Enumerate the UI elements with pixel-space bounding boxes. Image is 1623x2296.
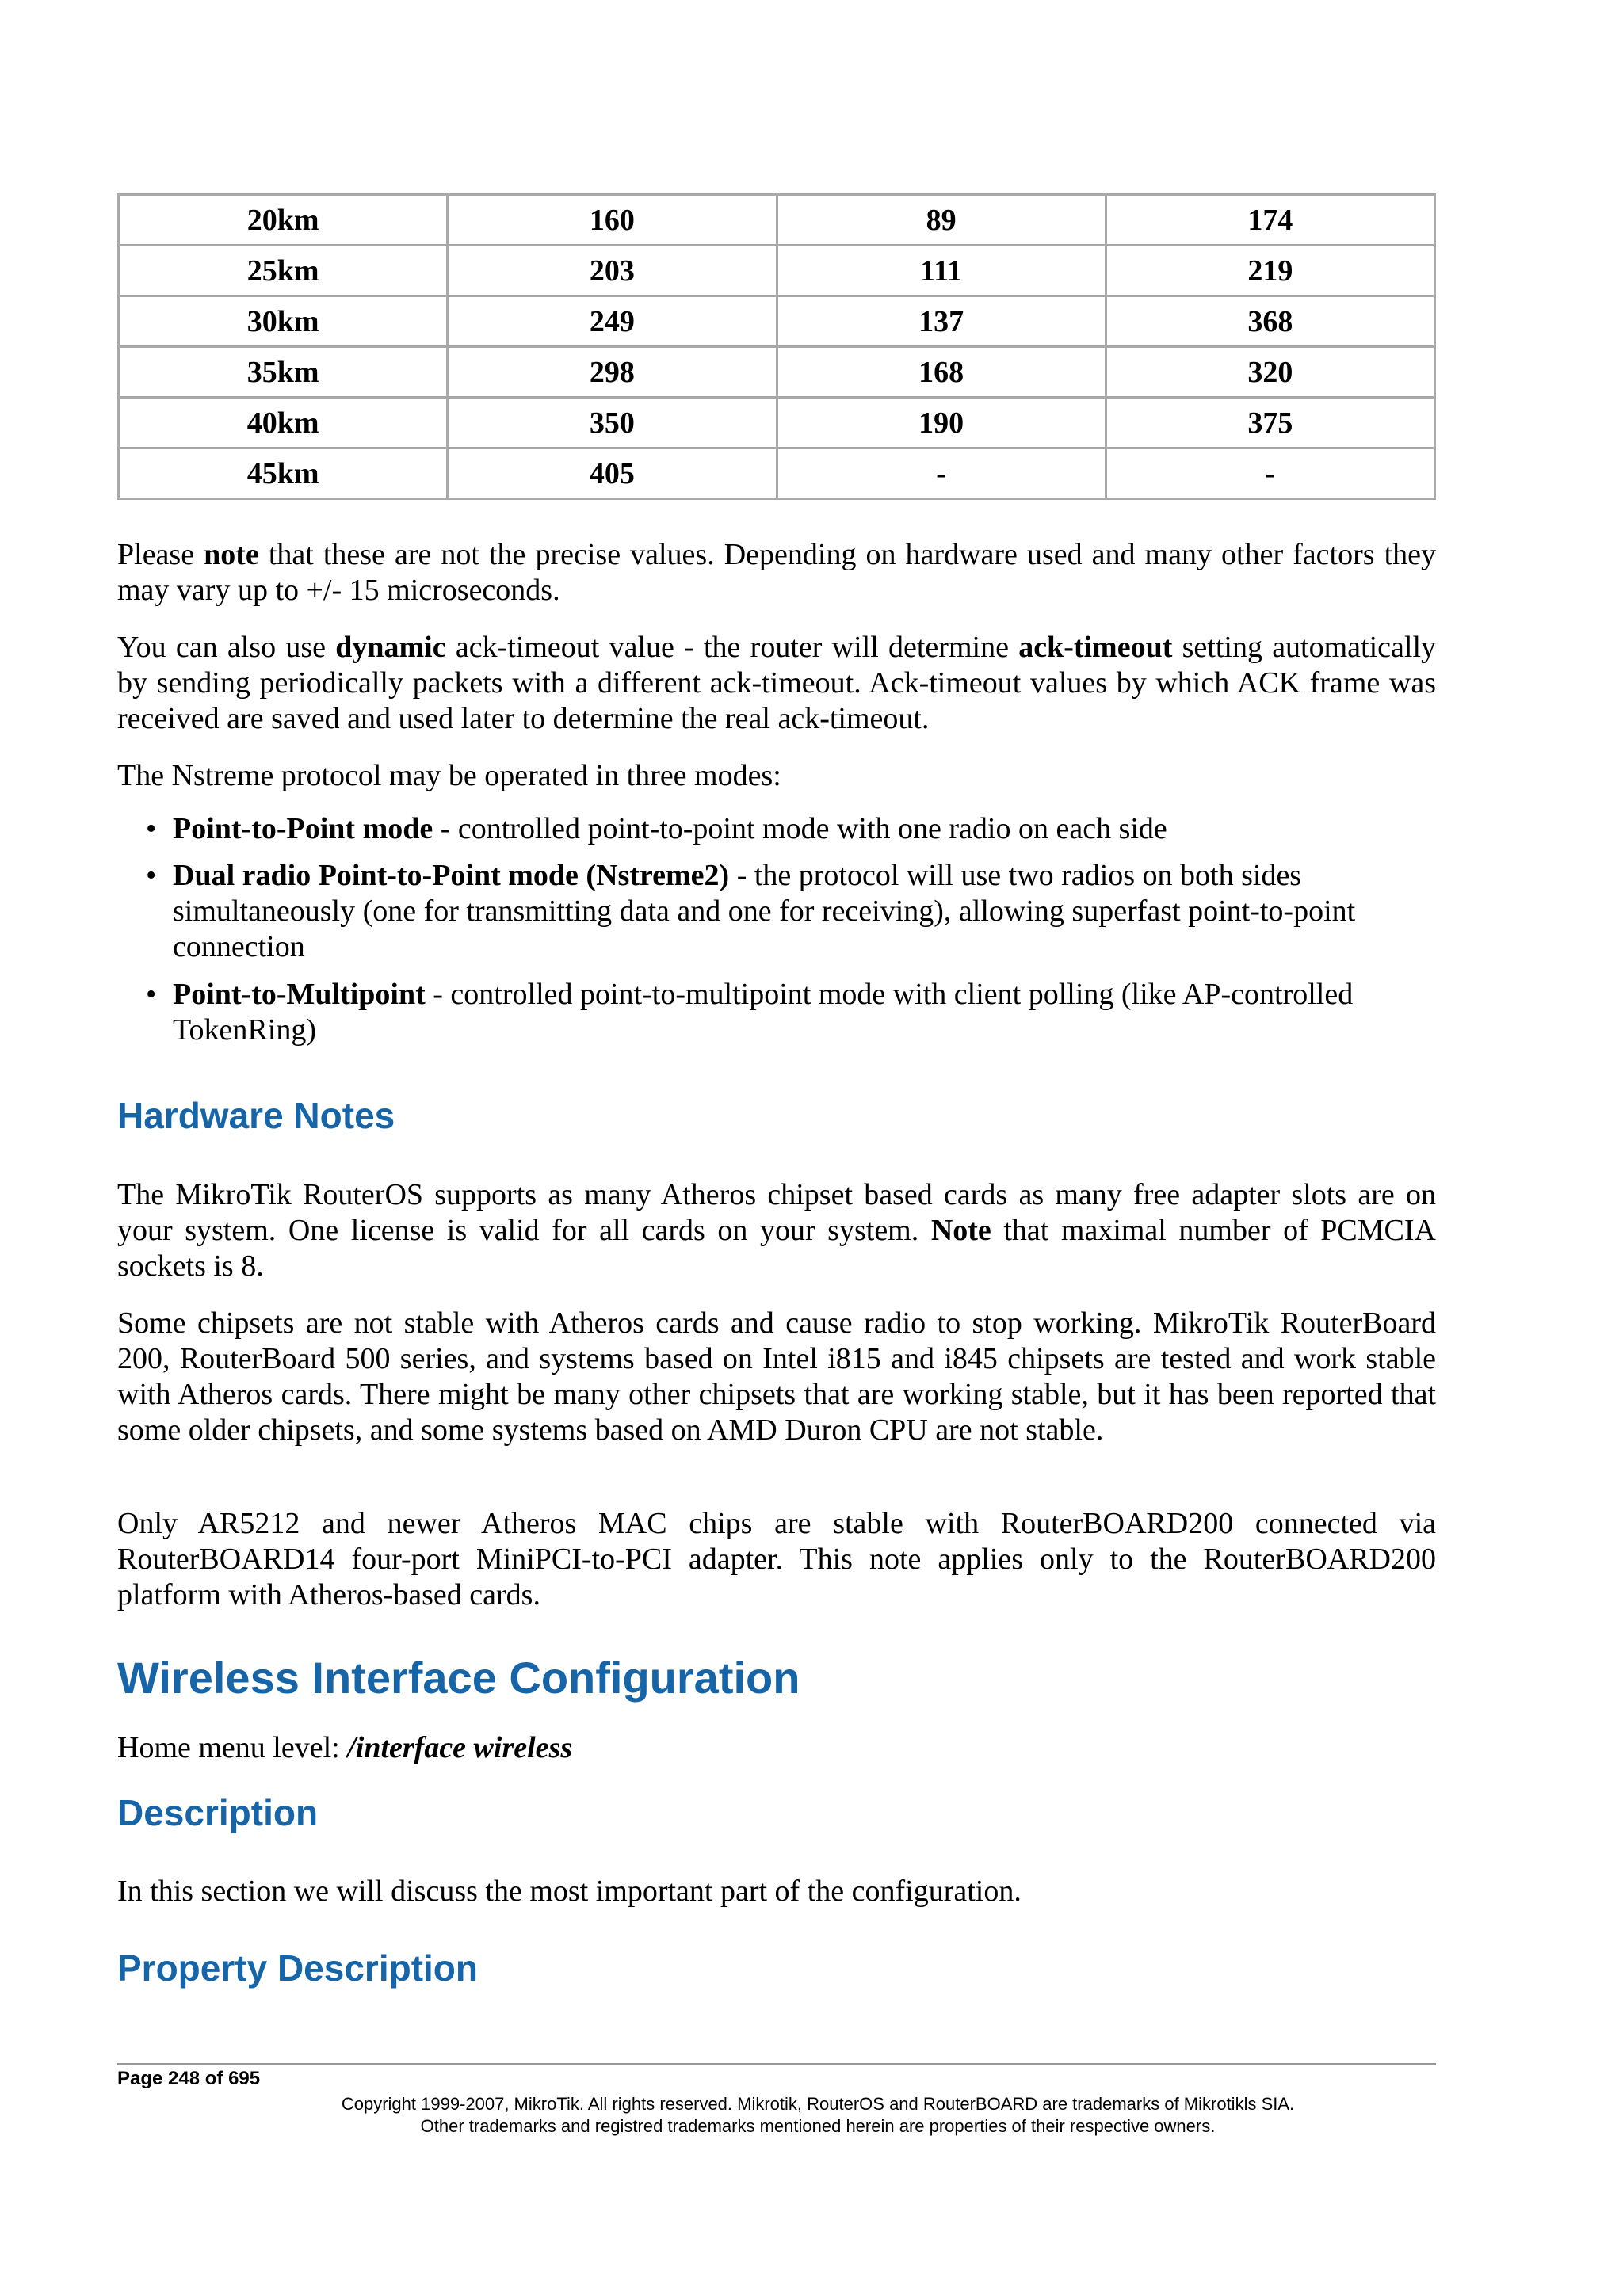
copyright-line-2: Other trademarks and registred trademarks mentioned herein are properties of their respective owners. <box>420 2116 1216 2136</box>
table-row <box>119 246 1435 296</box>
menu-path: /interface wireless <box>347 1731 573 1764</box>
modes-intro: The Nstreme protocol may be operated in three modes: <box>117 759 781 792</box>
table-cell: 30km <box>119 296 448 347</box>
hardware-paragraph-3: Only AR5212 and newer Atheros MAC chips are stable with RouterBOARD200 connected via RouterBOARD14 four-port MiniPCI-to-PCI adapter. This note applies only to the RouterBOARD200 platform with Atheros-based cards. <box>117 1507 1436 1611</box>
table-row <box>119 448 1435 499</box>
table-cell: 160 <box>448 195 777 246</box>
table-cell: 375 <box>1106 398 1434 448</box>
bullet-icon: • <box>146 812 157 845</box>
table-cell: - <box>1106 448 1434 499</box>
table-cell: 40km <box>119 398 448 448</box>
list-item: • Point-to-Point mode - controlled point-to-point mode with one radio on each side <box>146 812 1167 845</box>
description-text: In this section we will discuss the most important part of the configuration. <box>117 1875 1022 1908</box>
bullet-icon: • <box>146 859 157 892</box>
list-item: • Dual radio Point-to-Point mode (Nstreme2) - the protocol will use two radios on both sides simultaneously (one for transmitting data and one for receiving), allowing superfast point-to-point connection <box>146 859 1356 963</box>
page-number: Page 248 of 695 <box>117 2068 261 2089</box>
bullet-icon: • <box>146 978 157 1011</box>
table-row <box>119 296 1435 347</box>
hardware-paragraph-2: Some chipsets are not stable with Atheros cards and cause radio to stop working. MikroTik RouterBoard 200, RouterBoard 500 series, and systems based on Intel i815 and i845 chipsets are tested and work stable with Atheros cards. There might be many other chipsets that are working stable, but it has been reported that some older chipsets, and some systems based on AMD Duron CPU are not stable. <box>117 1306 1436 1447</box>
table-row <box>119 347 1435 398</box>
table-cell: - <box>777 448 1106 499</box>
table-cell: 350 <box>448 398 777 448</box>
table-cell: 168 <box>777 347 1106 398</box>
table-cell: 249 <box>448 296 777 347</box>
table-cell: 25km <box>119 246 448 296</box>
note-paragraph: Please note that these are not the precise values. Depending on hardware used and many other factors they may vary up to +/- 15 microseconds. <box>117 538 1436 607</box>
hardware-paragraph-1: The MikroTik RouterOS supports as many Atheros chipset based cards as many free adapter slots are on your system. One license is valid for all cards on your system. Note that maximal number of PCMCIA sockets is 8. <box>117 1178 1436 1283</box>
dynamic-paragraph: You can also use dynamic ack-timeout value - the router will determine ack-timeout setting automatically by sending periodically packets with a different ack-timeout. Ack-timeout values by which ACK frame was received are saved and used later to determine the real ack-timeout. <box>117 631 1437 735</box>
property-description-heading: Property Description <box>117 1947 478 1989</box>
table-cell: 368 <box>1106 296 1434 347</box>
table-cell: 203 <box>448 246 777 296</box>
table-cell: 20km <box>119 195 448 246</box>
table-cell: 219 <box>1106 246 1434 296</box>
ack-timeout-table <box>117 193 1436 500</box>
description-heading: Description <box>117 1792 319 1833</box>
table-cell: 137 <box>777 296 1106 347</box>
table-cell: 405 <box>448 448 777 499</box>
note-keyword: note <box>204 538 259 571</box>
table-cell: 190 <box>777 398 1106 448</box>
table-cell: 89 <box>777 195 1106 246</box>
table-cell: 35km <box>119 347 448 398</box>
table-cell: 174 <box>1106 195 1434 246</box>
table-row <box>119 195 1435 246</box>
table-cell: 111 <box>777 246 1106 296</box>
table-row <box>119 398 1435 448</box>
copyright-line-1: Copyright 1999-2007, MikroTik. All rights reserved. Mikrotik, RouterOS and RouterBOARD are trademarks of Mikrotikls SIA. <box>341 2094 1295 2114</box>
table-cell: 298 <box>448 347 777 398</box>
list-item: • Point-to-Multipoint - controlled point-to-multipoint mode with client polling (like AP-controlled TokenRing) <box>146 978 1354 1047</box>
table-cell: 320 <box>1106 347 1434 398</box>
ack-timeout-keyword: ack-timeout <box>1018 631 1173 664</box>
hardware-notes-heading: Hardware Notes <box>117 1095 395 1136</box>
table-cell: 45km <box>119 448 448 499</box>
footer-divider <box>117 2063 1436 2065</box>
menu-level: Home menu level: /interface wireless <box>117 1731 573 1764</box>
wireless-config-heading: Wireless Interface Configuration <box>117 1653 800 1703</box>
dynamic-keyword: dynamic <box>335 631 446 664</box>
